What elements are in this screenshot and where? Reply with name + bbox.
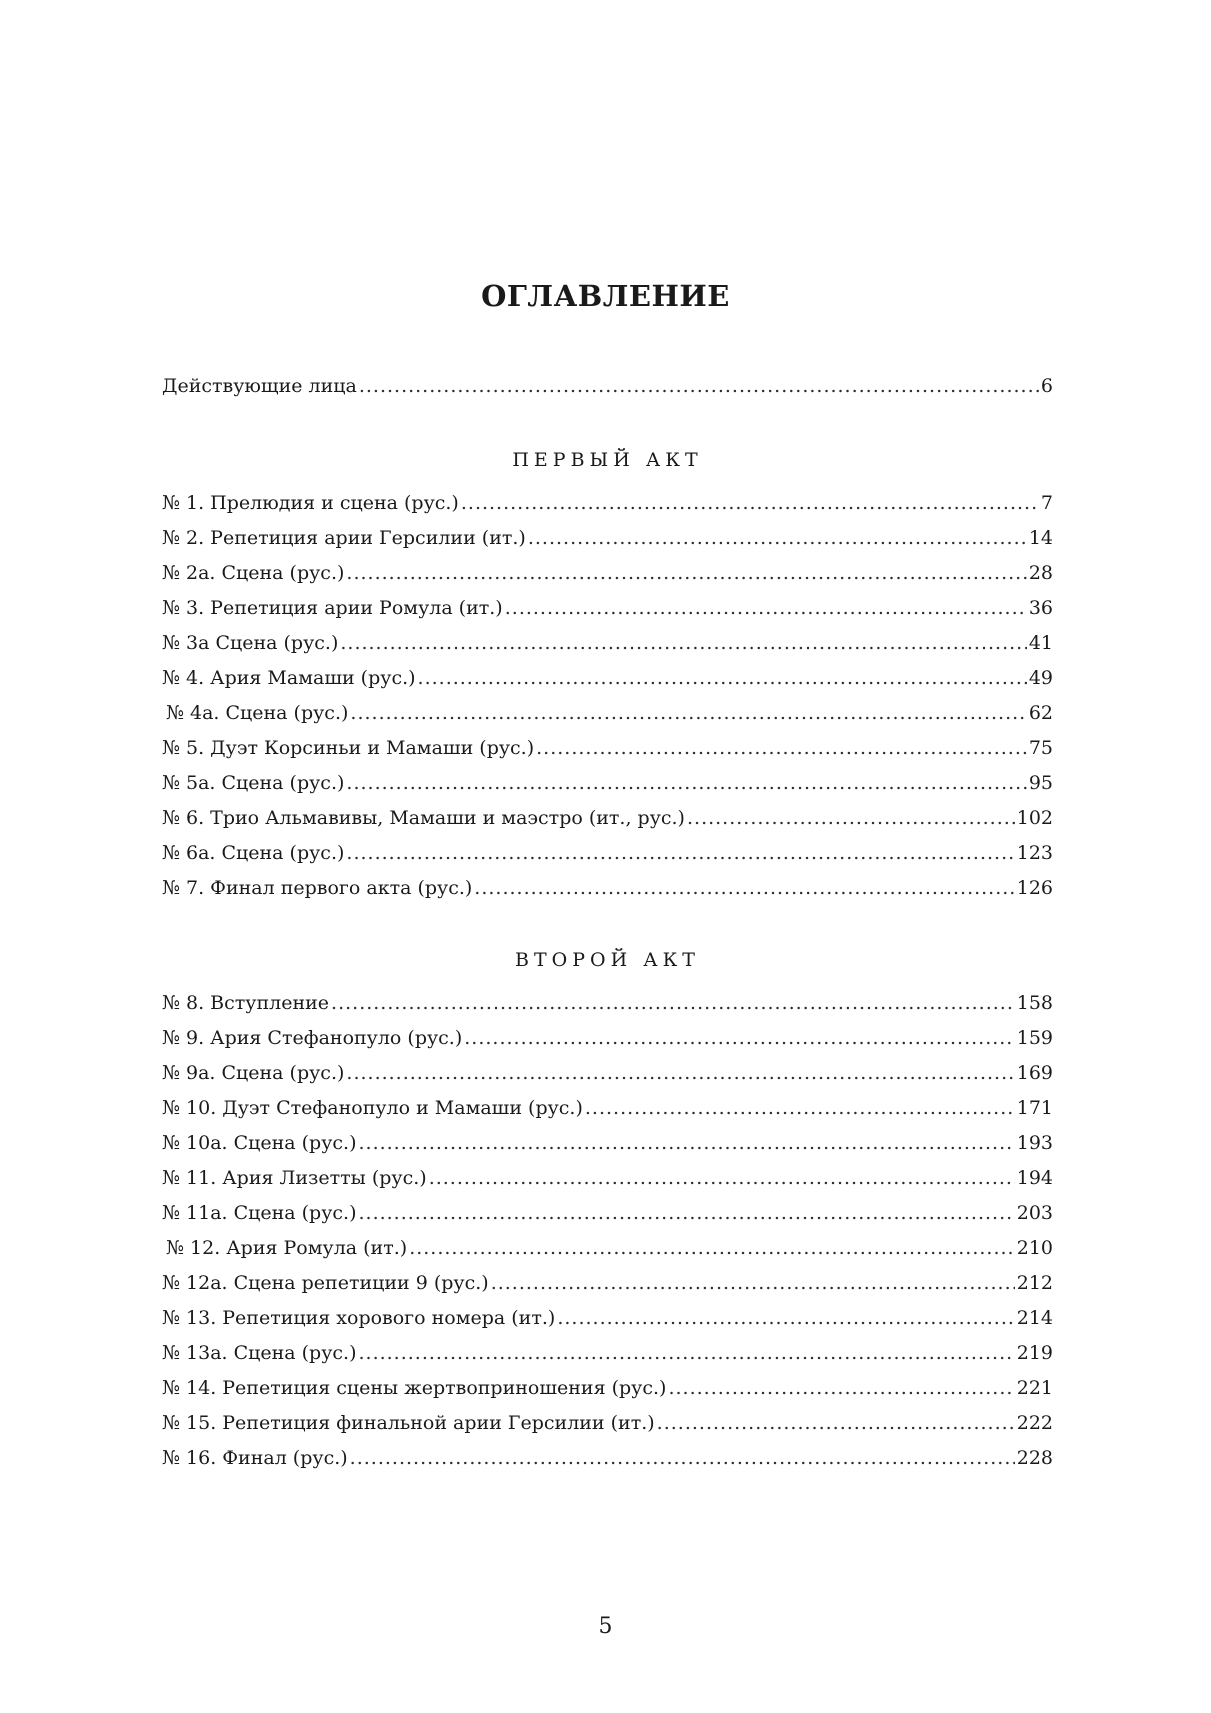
dot-leader xyxy=(346,836,1014,871)
toc-entry-page: 193 xyxy=(1016,1132,1053,1154)
toc-entry[interactable] xyxy=(162,1091,1053,1126)
toc-entry-label: № 7. Финал первого акта (рус.) xyxy=(162,877,473,899)
page-number: 5 xyxy=(598,1614,613,1639)
toc-entry-page: 219 xyxy=(1016,1342,1053,1364)
toc-entry[interactable] xyxy=(162,871,1053,906)
toc-entry-page: 210 xyxy=(1016,1237,1053,1259)
toc-entry-page: 158 xyxy=(1016,992,1053,1014)
toc-entry[interactable] xyxy=(162,661,1053,696)
toc-entry[interactable] xyxy=(162,1266,1053,1301)
toc-entry[interactable] xyxy=(162,1196,1053,1231)
dot-leader xyxy=(346,1056,1014,1091)
toc-entry[interactable] xyxy=(162,1161,1053,1196)
toc-entry[interactable] xyxy=(162,369,1053,404)
toc-entry-label: № 4. Ария Мамаши (рус.) xyxy=(162,667,416,689)
dot-leader xyxy=(474,871,1014,906)
toc-entry[interactable] xyxy=(162,486,1053,521)
toc-entry-label: № 10а. Сцена (рус.) xyxy=(162,1132,357,1154)
toc-entry-page: 102 xyxy=(1016,807,1053,829)
toc-entry[interactable] xyxy=(162,801,1053,836)
dot-leader xyxy=(331,986,1015,1021)
toc-entry-page: 203 xyxy=(1016,1202,1053,1224)
toc-entry-page: 36 xyxy=(1028,597,1053,619)
toc-entry-page: 95 xyxy=(1028,772,1053,794)
toc-entry-page: 159 xyxy=(1016,1027,1053,1049)
toc-entry[interactable] xyxy=(162,1056,1053,1091)
toc-entry-page: 14 xyxy=(1028,527,1053,549)
toc-entry[interactable] xyxy=(162,521,1053,556)
toc-entry[interactable] xyxy=(162,1301,1053,1336)
dot-leader xyxy=(464,1021,1014,1056)
dot-leader xyxy=(657,1406,1015,1441)
toc-entry[interactable] xyxy=(162,731,1053,766)
dot-leader xyxy=(687,801,1015,836)
toc-entry[interactable] xyxy=(162,696,1053,731)
dot-leader xyxy=(528,521,1027,556)
dot-leader xyxy=(418,661,1027,696)
toc-entry-label: № 12а. Сцена репетиции 9 (рус.) xyxy=(162,1272,489,1294)
toc-entry-page: 49 xyxy=(1028,667,1053,689)
toc-entry-page: 169 xyxy=(1016,1062,1053,1084)
toc-front-matter xyxy=(162,369,1053,404)
toc-entry-label: № 12. Ария Ромула (ит.) xyxy=(166,1237,408,1259)
toc-entry-page: 171 xyxy=(1016,1097,1053,1119)
toc-entry[interactable] xyxy=(162,1021,1053,1056)
toc-entry-label: № 1. Прелюдия и сцена (рус.) xyxy=(162,492,459,514)
dot-leader xyxy=(350,696,1026,731)
toc-entry-page: 214 xyxy=(1016,1307,1053,1329)
toc-entry-page: 123 xyxy=(1016,842,1053,864)
toc-entry-page: 62 xyxy=(1028,702,1053,724)
toc-entry[interactable] xyxy=(162,591,1053,626)
toc-entry-label: № 5. Дуэт Корсиньи и Мамаши (рус.) xyxy=(162,737,535,759)
dot-leader xyxy=(409,1231,1015,1266)
toc-entry-page: 7 xyxy=(1040,492,1053,514)
dot-leader xyxy=(346,556,1026,591)
dot-leader xyxy=(585,1091,1015,1126)
toc-entry-label: № 13. Репетиция хорового номера (ит.) xyxy=(162,1307,556,1329)
toc-entry[interactable] xyxy=(162,1371,1053,1406)
toc-entry-label: Действующие лица xyxy=(162,375,357,397)
toc-entry-page: 222 xyxy=(1016,1412,1053,1434)
dot-leader xyxy=(346,766,1026,801)
toc-entry-label: № 6. Трио Альмавивы, Мамаши и маэстро (ит., рус.) xyxy=(162,807,685,829)
toc-entry-label: № 13а. Сцена (рус.) xyxy=(162,1342,357,1364)
toc-entry-page: 41 xyxy=(1028,632,1053,654)
toc-entry-page: 6 xyxy=(1040,375,1053,397)
toc-entry-label: № 14. Репетиция сцены жертвоприношения (рус.) xyxy=(162,1377,667,1399)
act-heading: ВТОРОЙ АКТ xyxy=(515,949,700,971)
dot-leader xyxy=(358,1126,1014,1161)
toc-entry[interactable] xyxy=(162,766,1053,801)
toc-entry-label: № 5а. Сцена (рус.) xyxy=(162,772,345,794)
toc-entry-label: № 16. Финал (рус.) xyxy=(162,1447,348,1469)
toc-entry[interactable] xyxy=(162,1406,1053,1441)
dot-leader xyxy=(340,626,1026,661)
toc-entry[interactable] xyxy=(162,1231,1053,1266)
toc-entry-page: 221 xyxy=(1016,1377,1053,1399)
toc-entry[interactable] xyxy=(162,626,1053,661)
page-title: ОГЛАВЛЕНИЕ xyxy=(481,279,730,313)
toc-entry-label: № 8. Вступление xyxy=(162,992,330,1014)
dot-leader xyxy=(536,731,1027,766)
dot-leader xyxy=(491,1266,1015,1301)
toc-entry[interactable] xyxy=(162,1441,1053,1476)
toc-entry-label: № 3. Репетиция арии Ромула (ит.) xyxy=(162,597,503,619)
toc-entry-label: № 3а Сцена (рус.) xyxy=(162,632,339,654)
act-heading: ПЕРВЫЙ АКТ xyxy=(512,449,703,471)
dot-leader xyxy=(358,1336,1014,1371)
toc-entry[interactable] xyxy=(162,836,1053,871)
dot-leader xyxy=(350,1441,1015,1476)
toc-entry-page: 28 xyxy=(1028,562,1053,584)
toc-act-2 xyxy=(162,986,1053,1476)
toc-entry[interactable] xyxy=(162,556,1053,591)
toc-entry[interactable] xyxy=(162,1126,1053,1161)
toc-entry-label: № 2а. Сцена (рус.) xyxy=(162,562,345,584)
toc-entry-label: № 15. Репетиция финальной арии Герсилии (ит.) xyxy=(162,1412,655,1434)
toc-entry-label: № 9а. Сцена (рус.) xyxy=(162,1062,345,1084)
dot-leader xyxy=(557,1301,1014,1336)
toc-entry-page: 194 xyxy=(1016,1167,1053,1189)
dot-leader xyxy=(358,1196,1014,1231)
dot-leader xyxy=(668,1371,1014,1406)
dot-leader xyxy=(461,486,1039,521)
toc-entry-label: № 6а. Сцена (рус.) xyxy=(162,842,345,864)
toc-entry-label: № 11а. Сцена (рус.) xyxy=(162,1202,357,1224)
toc-entry-label: № 11. Ария Лизетты (рус.) xyxy=(162,1167,427,1189)
toc-entry-label: № 2. Репетиция арии Герсилии (ит.) xyxy=(162,527,526,549)
toc-act-1 xyxy=(162,486,1053,906)
toc-entry-page: 228 xyxy=(1016,1447,1053,1469)
dot-leader xyxy=(359,369,1039,404)
toc-entry[interactable] xyxy=(162,986,1053,1021)
toc-entry-label: № 10. Дуэт Стефанопуло и Мамаши (рус.) xyxy=(162,1097,583,1119)
toc-entry-label: № 9. Ария Стефанопуло (рус.) xyxy=(162,1027,463,1049)
toc-entry-page: 75 xyxy=(1028,737,1053,759)
toc-entry-label: № 4а. Сцена (рус.) xyxy=(166,702,349,724)
toc-entry-page: 212 xyxy=(1016,1272,1053,1294)
dot-leader xyxy=(429,1161,1015,1196)
dot-leader xyxy=(505,591,1027,626)
toc-entry-page: 126 xyxy=(1016,877,1053,899)
toc-entry[interactable] xyxy=(162,1336,1053,1371)
